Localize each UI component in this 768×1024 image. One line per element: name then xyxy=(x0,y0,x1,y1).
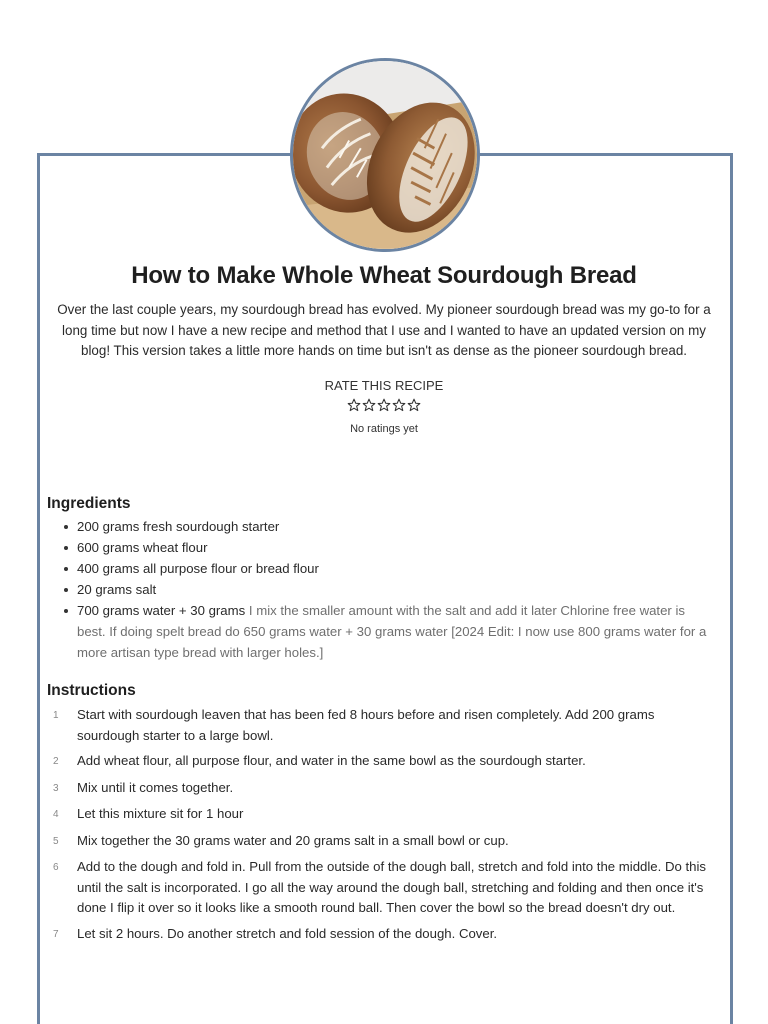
step-number: 4 xyxy=(53,809,59,820)
ingredients-heading: Ingredients xyxy=(47,495,131,512)
instructions-heading: Instructions xyxy=(47,682,136,699)
ingredient-amount: 20 grams salt xyxy=(77,582,157,597)
step-number: 3 xyxy=(53,782,59,794)
star-icon[interactable] xyxy=(362,398,376,412)
rate-recipe-label: RATE THIS RECIPE xyxy=(324,378,444,393)
step-number: 1 xyxy=(53,710,59,721)
ingredient-amount: 600 grams wheat flour xyxy=(77,540,208,555)
ingredient-amount: 400 grams all purpose flour or bread flour xyxy=(77,561,319,576)
recipe-title: How to Make Whole Wheat Sourdough Bread xyxy=(131,262,637,289)
rating-count: No ratings yet xyxy=(350,423,418,435)
star-icon[interactable] xyxy=(392,398,406,412)
step-text: Add to the dough and fold in. Pull from the outside of the dough ball, stretch and fold into the middle. Do this until the salt is incorporated. I go all the way around the dough ball, stretching and folding and then once it's done I flip it over so it looks like a smooth round ball. Then cover the bowl so the bread doesn't dry out. xyxy=(77,859,707,915)
step-text: Let sit 2 hours. Do another stretch and fold session of the dough. Cover. xyxy=(77,925,498,941)
ingredient-amount: 200 grams fresh sourdough starter xyxy=(77,519,280,534)
step-text: Let this mixture sit for 1 hour xyxy=(77,806,244,821)
ingredient-item xyxy=(77,579,717,600)
instruction-step xyxy=(47,831,719,853)
instruction-step xyxy=(47,778,719,800)
star-icon[interactable] xyxy=(407,398,421,412)
step-text: Add wheat flour, all purpose flour, and water in the same bowl as the sourdough starter. xyxy=(77,753,586,768)
star-icon[interactable] xyxy=(347,398,361,412)
step-text: Start with sourdough leaven that has been fed 8 hours before and risen completely. Add 200 grams sourdough starter to a large bowl. xyxy=(77,707,655,743)
step-number: 5 xyxy=(53,835,59,847)
ingredient-item xyxy=(77,558,717,579)
star-icon[interactable] xyxy=(377,398,391,412)
instruction-step xyxy=(47,857,719,919)
ingredient-note: I mix the smaller amount with the salt and add it later Chlorine free water is best. If doing spelt bread do 650 grams water + 30 grams water [2024 Edit: I now use 800 grams water for a more artisan type bread with larger holes.] xyxy=(77,603,707,660)
ingredient-amount: 700 grams water + 30 grams xyxy=(77,603,246,618)
ingredient-item xyxy=(77,516,717,537)
step-number: 6 xyxy=(53,862,59,873)
ingredient-item xyxy=(77,537,717,558)
recipe-summary: Over the last couple years, my sourdough bread has evolved. My pioneer sourdough bread was my go-to for a long time but now I have a new recipe and method that I use and I wanted to have an updated version on my blog! This version takes a little more hands on time but isn't as dense as the pioneer sourdough bread. xyxy=(57,302,711,358)
instruction-step xyxy=(47,705,719,746)
instructions-list xyxy=(47,705,719,950)
instruction-step xyxy=(47,924,719,946)
recipe-photo xyxy=(290,58,480,252)
step-text: Mix until it comes together. xyxy=(77,779,234,795)
instruction-step xyxy=(47,751,719,773)
instruction-step xyxy=(47,804,719,826)
step-text: Mix together the 30 grams water and 20 grams salt in a small bowl or cup. xyxy=(77,832,509,848)
ingredients-list xyxy=(77,516,717,663)
rating-stars[interactable] xyxy=(40,398,728,412)
bread-photo-image xyxy=(293,61,477,249)
ingredient-item xyxy=(77,600,717,663)
step-number: 2 xyxy=(53,756,59,767)
step-number: 7 xyxy=(53,928,59,940)
